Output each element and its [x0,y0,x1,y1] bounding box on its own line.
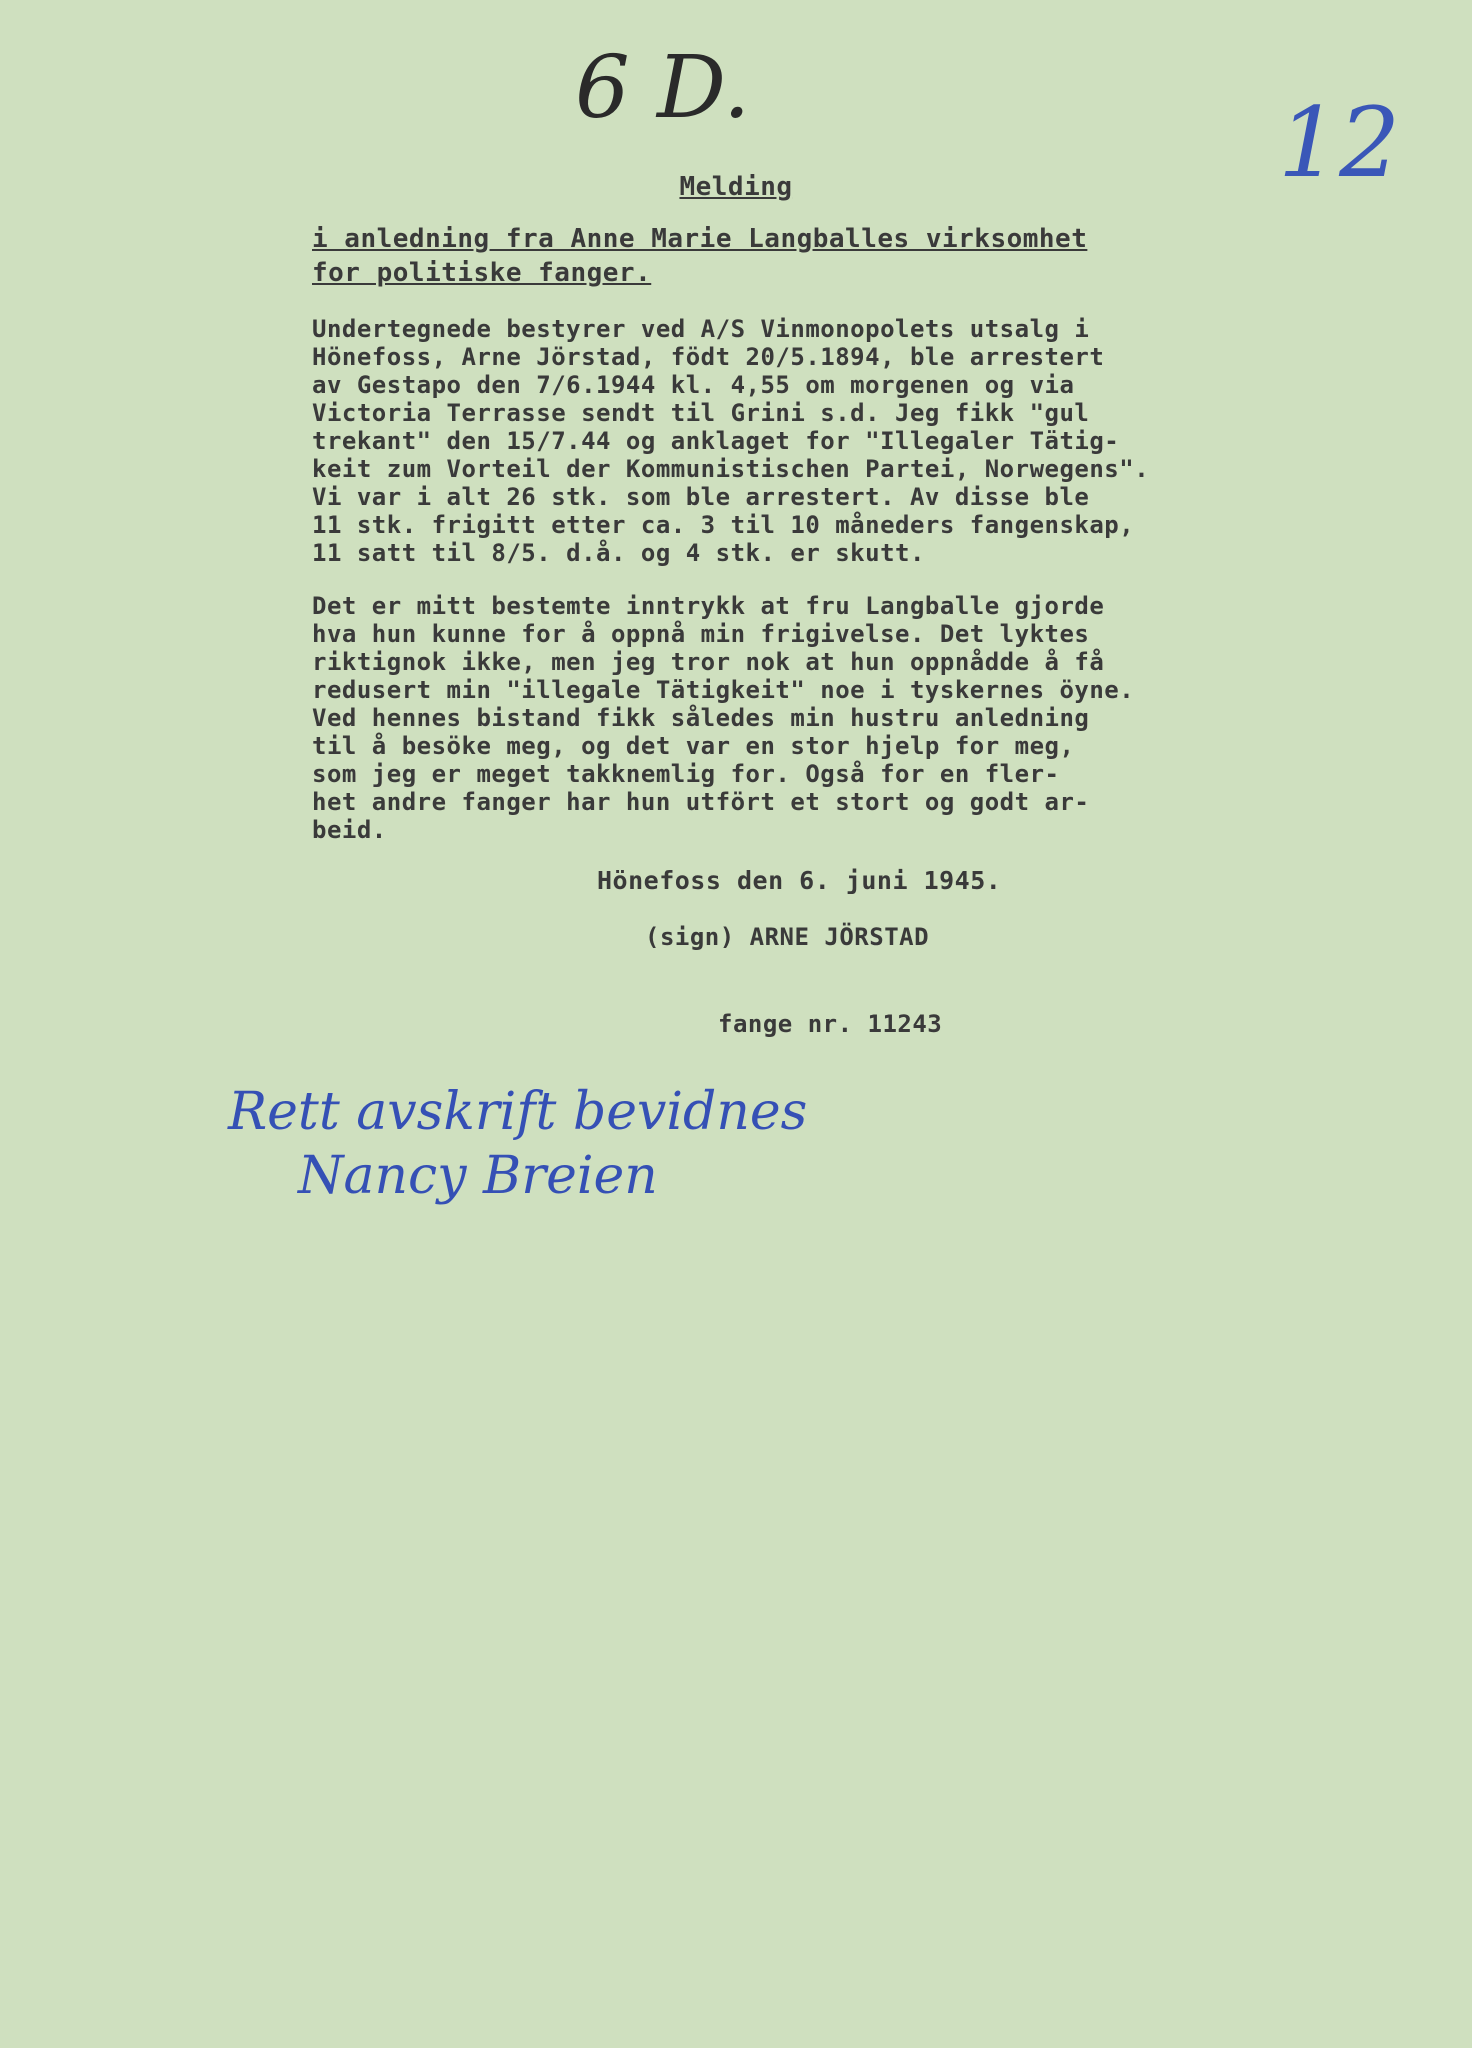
text-line: 11 satt til 8/5. d.å. og 4 stk. er skutt. [312,539,925,567]
subtitle-line: for politiske fanger. [312,258,652,288]
handwritten-certification [228,1080,807,1208]
place-and-date: Hönefoss den 6. juni 1945. [597,866,1002,895]
text-line: 11 stk. frigitt etter ca. 3 til 10 måneders fangenskap, [312,511,1135,539]
text-line: Det er mitt bestemte inntrykk at fru Langballe gjorde [312,592,1105,620]
subtitle-line: i anledning fra Anne Marie Langballes virksomhet [312,224,1088,254]
text-line: hva hun kunne for å oppnå min frigivelse. Det lyktes [312,620,1090,648]
text-line: Vi var i alt 26 stk. som ble arrestert. Av disse ble [312,483,1090,511]
certification-line: Rett avskrift bevidnes [228,1082,808,1142]
text-line: Undertegnede bestyrer ved A/S Vinmonopolets utsalg i [312,315,1090,343]
text-line: riktignok ikke, men jeg tror nok at hun oppnådde å få [312,648,1105,676]
handwritten-page-number: 12 [1278,87,1401,199]
text-line: redusert min "illegale Tätigkeit" noe i tyskernes öyne. [312,676,1135,704]
paragraph-arrest-details [312,315,1252,567]
text-line: beid. [312,816,387,844]
document-subtitle [312,222,1087,290]
text-line: Victoria Terrasse sendt til Grini s.d. Jeg fikk "gul [312,399,1090,427]
signature-line: (sign) ARNE JÖRSTAD [645,923,930,951]
text-line: Ved hennes bistand fikk således min hustru anledning [312,704,1090,732]
text-line: til å besöke meg, og det var en stor hjelp for meg, [312,732,1075,760]
text-line: Hönefoss, Arne Jörstad, födt 20/5.1894, ble arrestert [312,343,1105,371]
text-line: av Gestapo den 7/6.1944 kl. 4,55 om morgenen og via [312,371,1075,399]
text-line: het andre fanger har hun utfört et stort og godt ar- [312,788,1090,816]
document-title: Melding [679,172,793,202]
text-line: som jeg er meget takknemlig for. Også for en fler- [312,760,1060,788]
paragraph-langballe-help [312,592,1252,844]
handwritten-top-left-note: 6 D. [575,38,751,138]
certification-signature: Nancy Breien [298,1146,658,1206]
text-line: trekant" den 15/7.44 og anklaget for "Illegaler Tätig- [312,427,1120,455]
prisoner-number: fange nr. 11243 [718,1010,943,1038]
text-line: keit zum Vorteil der Kommunistischen Partei, Norwegens". [312,455,1150,483]
